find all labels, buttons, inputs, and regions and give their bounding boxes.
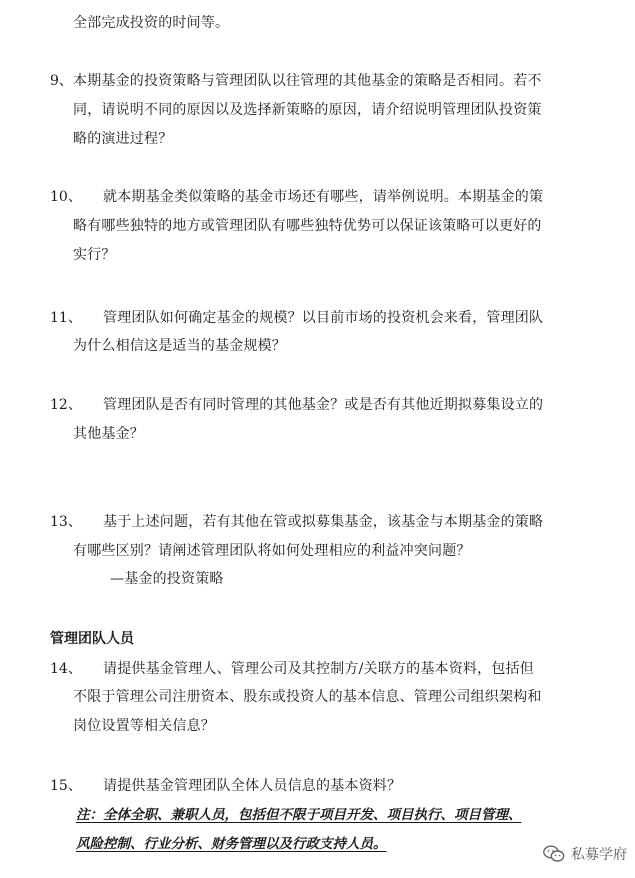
note-line: 风险控制、行业分析、财务管理以及行政支持人员。 bbox=[76, 836, 387, 852]
text-line: 基于上述问题，若有其他在管或拟募集基金，该基金与本期基金的策略 bbox=[103, 514, 544, 530]
text-line: 略的演进过程？ bbox=[73, 131, 173, 147]
item-number: 11、 bbox=[50, 310, 82, 326]
text-line: 本期基金的投资策略与管理团队以往管理的其他基金的策略是否相同。若不 bbox=[73, 73, 542, 89]
wechat-icon bbox=[543, 845, 565, 863]
text-line: 岗位设置等相关信息？ bbox=[73, 718, 215, 734]
text-line: 有哪些区别？请阐述管理团队将如何处理相应的利益冲突问题？ bbox=[73, 543, 471, 559]
text-line: 同，请说明不同的原因以及选择新策略的原因，请介绍说明管理团队投资策 bbox=[73, 102, 542, 118]
text-line: 全部完成投资的时间等。 bbox=[73, 15, 230, 31]
text-line: 略有哪些独特的地方或管理团队有哪些独特优势可以保证该策略可以更好的 bbox=[73, 218, 542, 234]
text-line: 请提供基金管理团队全体人员信息的基本资料？ bbox=[103, 778, 402, 794]
watermark bbox=[543, 844, 627, 864]
note-line: 注：全体全职、兼职人员，包括但不限于项目开发、项目执行、项目管理、 bbox=[76, 807, 522, 823]
item-number: 15、 bbox=[50, 778, 82, 794]
text-line: 就本期基金类似策略的基金市场还有哪些，请举例说明。本期基金的策 bbox=[103, 189, 544, 205]
item-number: 14、 bbox=[50, 661, 82, 677]
item-number: 12、 bbox=[50, 397, 82, 413]
text-line: 管理团队是否有同时管理的其他基金？或是否有其他近期拟募集设立的 bbox=[103, 397, 544, 413]
text-line: 管理团队如何确定基金的规模？以目前市场的投资机会来看，管理团队 bbox=[103, 310, 544, 326]
text-line: 请提供基金管理人、管理公司及其控制方/关联方的基本资料，包括但 bbox=[103, 661, 534, 677]
caption-line: —基金的投资策略 bbox=[110, 571, 224, 587]
section-heading: 管理团队人员 bbox=[50, 631, 134, 647]
text-line: 实行？ bbox=[73, 247, 116, 263]
item-number: 13、 bbox=[50, 514, 82, 530]
text-line: 不限于管理公司注册资本、股东或投资人的基本信息、管理公司组织架构和 bbox=[73, 689, 542, 705]
text-line: 为什么相信这是适当的基金规模？ bbox=[73, 338, 286, 354]
text-line: 其他基金？ bbox=[73, 426, 144, 442]
item-number: 9、 bbox=[50, 73, 73, 89]
watermark-text: 私募学府 bbox=[571, 847, 627, 863]
item-number: 10、 bbox=[50, 189, 82, 205]
